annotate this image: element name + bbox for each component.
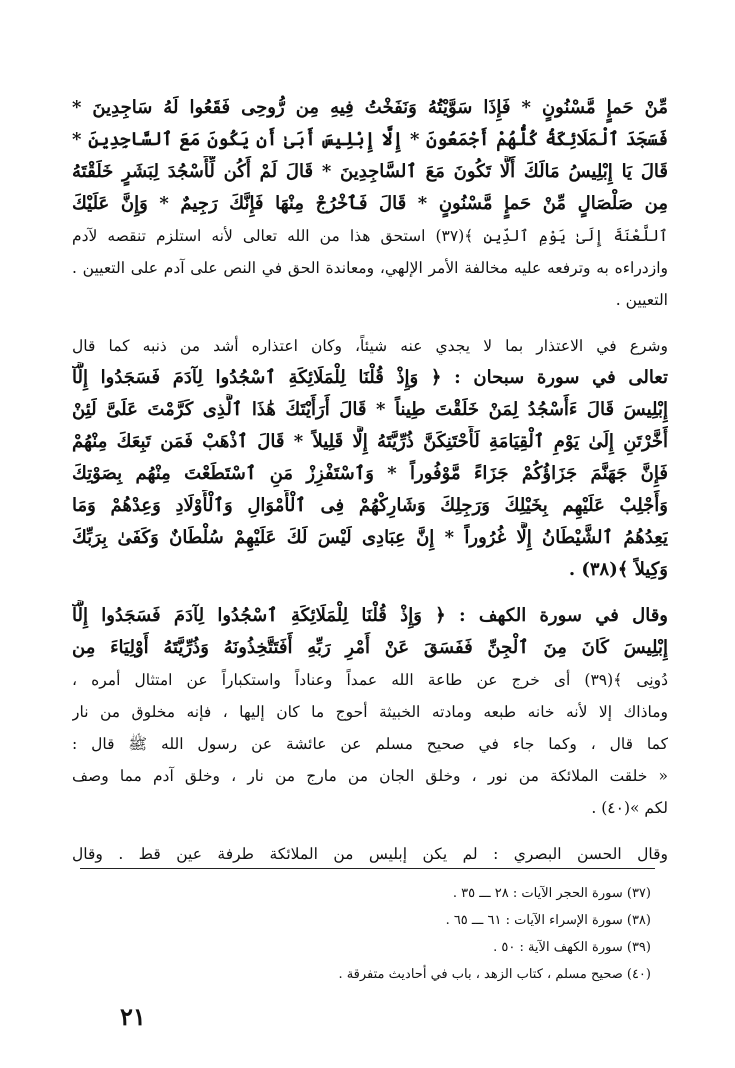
- footnote: (٣٩) سورة الكهف الآية : ٥٠ .: [493, 940, 651, 955]
- text-line: فَإِنَّ جَهَنَّمَ جَزَاؤُكُمْ جَزَاءً مَّوْفُوراً * وَٱسْتَفْزِزْ مَنِ ٱسْتَطَعْتَ مِنْهُم بِصَوْتِكَ: [72, 463, 668, 484]
- paragraph-gap: [72, 824, 668, 838]
- paragraph-gap: [72, 316, 668, 330]
- text-line: التعيين .: [615, 291, 668, 309]
- text-line: إِبْلِيسَ قَالَ ءَأَسْجُدُ لِمَنْ خَلَقْتَ طِيناً * قَالَ أَرَأَيْتَكَ هَٰذَا ٱلَّذِى كَرَّمْتَ عَلَىَّ لَئِنْ: [72, 399, 668, 420]
- text-line: دُونِى ﴾(٣٩) أى خرج عن طاعة الله عمداً وعناداً واستكباراً عن امتثال أمره ،: [72, 671, 668, 689]
- footnote: (٤٠) صحيح مسلم ، كتاب الزهد ، باب في أحاديث متفرقة .: [338, 967, 651, 982]
- text-line: كما قال ، وكما جاء في صحيح مسلم عن عائشة عن رسول الله ﷺ قال :: [72, 735, 668, 753]
- text-line: إِبْلِيسَ كَانَ مِنَ ٱلْجِنِّ فَفَسَقَ عَنْ أَمْرِ رَبِّهِ أَفَتَتَّخِذُونَهُ وَذُرِّيَّتَهُ أَوْلِيَاءَ مِن: [72, 637, 668, 658]
- text-line: وَأَجْلِبْ عَلَيْهِم بِخَيْلِكَ وَرَجِلِكَ وَشَارِكْهُمْ فِى ٱلْأَمْوَالِ وَٱلْأَوْلَادِ وَعِدْهُمْ وَمَا: [72, 495, 668, 516]
- text-line: مِن صَلْصَالٍ مِّنْ حَمإٍ مَّسْنُونٍ * قَالَ فَٱخْرُجْ مِنْهَا فَإِنَّكَ رَجِيمٌ * وَإِنَّ عَلَيْكَ: [72, 193, 668, 214]
- text-line: أَخَّرْتَنِ إِلَىٰ يَوْمِ ٱلْقِيَامَةِ لَأَحْتَنِكَنَّ ذُرِّيَّتَهُ إِلَّا قَلِيلاً * قَالَ ٱذْهَبْ فَمَن تَبِعَكَ مِنْهُمْ: [72, 431, 668, 452]
- text-line: قَالَ يَا إِبْلِيسُ مَالَكَ أَلَّا تَكُونَ مَعَ ٱلسَّاجِدِينَ * قَالَ لَمْ أَكُن لِّأَسْجُدَ لِبَشَرٍ خَلَقْتَهُ: [72, 161, 668, 182]
- page-number: ٢١: [120, 1002, 146, 1031]
- text-line: مِّنْ حَمإٍ مَّسْنُونٍ * فَإِذَا سَوَّيْتُهُ وَنَفَخْتُ فِيهِ مِن رُّوحِى فَقَعُوا لَهُ سَاجِدِينَ *: [72, 97, 668, 118]
- text-line: فَسَجَدَ ٱلْمَلَائِكَةُ كُلُّهُمْ أَجْمَعُونَ * إِلَّا إِبْلِيسَ أَبَىٰ أَن يَكُونَ مَعَ ٱلسَّاجِدِينَ *: [72, 129, 668, 150]
- text-line: يَعِدُهُمُ ٱلشَّيْطَانُ إِلَّا غُرُوراً * إِنَّ عِبَادِى لَيْسَ لَكَ عَلَيْهِمْ سُلْطَانٌ وَكَفَىٰ بِرَبِّكَ: [72, 527, 668, 548]
- footnotes: [231, 880, 651, 988]
- footnote: (٣٧) سورة الحجر الآيات : ٢٨ ـــ ٣٥ .: [452, 886, 651, 901]
- text-line: « خلقت الملائكة من نور ، وخلق الجان من مارج من نار ، وخلق آدم مما وصف: [72, 767, 668, 785]
- footnote: (٣٨) سورة الإسراء الآيات : ٦١ ـــ ٦٥ .: [445, 913, 651, 928]
- text-line: لكم »(٤٠) .: [591, 799, 668, 817]
- main-text: [72, 92, 668, 870]
- text-line: وماذاك إلا لأنه خانه طبعه ومادته الخبيثة أحوج ما كان إليها ، فإنه مخلوق من نار: [72, 703, 668, 721]
- text-line: وقال في سورة الكهف : ﴿ وَإِذْ قُلْنَا لِلْمَلَائِكَةِ ٱسْجُدُوا لِآدَمَ فَسَجَدُوا إِلَّآ: [72, 605, 668, 626]
- text-line: ٱللَّعْنَةَ إِلَىٰ يَوْمِ ٱلدِّينِ ﴾(٣٧) استحق هذا من الله تعالى لأنه استلزم تنقصه لآدم: [72, 227, 668, 245]
- paragraph-gap: [72, 586, 668, 600]
- text-line: وشرع في الاعتذار بما لا يجدي عنه شيئاً، وكان اعتذاره أشد من ذنبه كما قال: [72, 337, 668, 355]
- text-line: وقال الحسن البصري : لم يكن إبليس من الملائكة طرفة عين قط . وقال: [72, 845, 668, 863]
- text-line: تعالى في سورة سبحان : ﴿ وَإِذْ قُلْنَا لِلْمَلَائِكَةِ ٱسْجُدُوا لِآدَمَ فَسَجَدُوا إِلَّآ: [72, 367, 668, 388]
- text-line: وَكِيلاً ﴾(٣٨) .: [568, 559, 668, 580]
- text-line: وازدراءه به وترفعه عليه مخالفة الأمر الإلهي، ومعاندة الحق في النص على آدم على التعيين .: [72, 259, 668, 277]
- footnote-separator: [80, 868, 655, 869]
